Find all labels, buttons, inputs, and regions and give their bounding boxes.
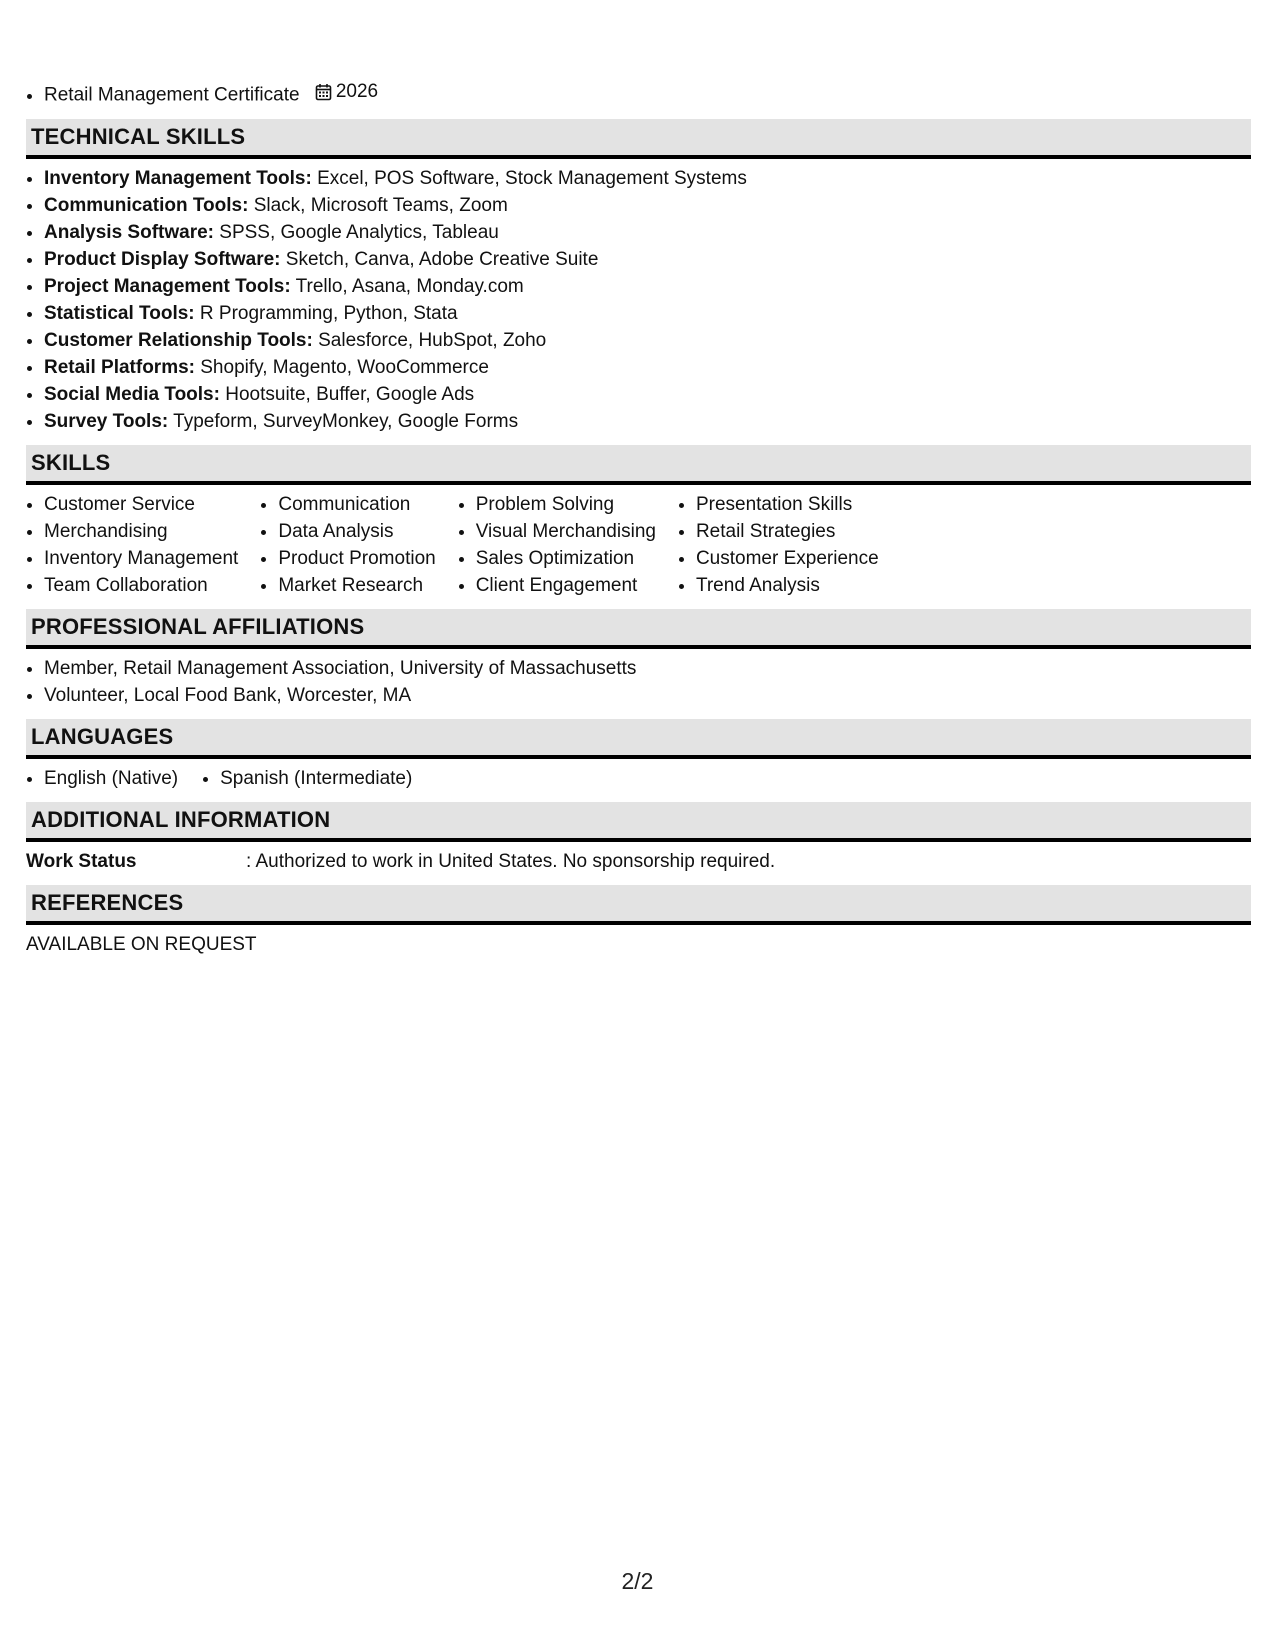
- info-label: Work Status: [26, 850, 137, 872]
- skill-label: Statistical Tools:: [44, 302, 195, 324]
- section-title: TECHNICAL SKILLS: [26, 119, 1251, 159]
- list-item: • Visual Merchandising: [476, 518, 656, 545]
- certifications-list: [26, 78, 1251, 109]
- language-group: [26, 765, 178, 792]
- skills-column: [458, 491, 656, 599]
- skill-value: Salesforce, HubSpot, Zoho: [312, 329, 547, 351]
- section-title: REFERENCES: [26, 885, 1251, 925]
- list-item: [44, 381, 1251, 408]
- list-item: [44, 300, 1251, 327]
- section-title: ADDITIONAL INFORMATION: [26, 802, 1251, 842]
- list-item: [44, 192, 1251, 219]
- skill-label: Analysis Software:: [44, 221, 214, 243]
- skill-value: Sketch, Canva, Adobe Creative Suite: [280, 248, 599, 270]
- skills-column: [26, 491, 238, 599]
- language-group: [202, 765, 412, 792]
- affiliations-section: [26, 609, 1251, 709]
- skill-value: SPSS, Google Analytics, Tableau: [214, 221, 499, 243]
- skill-value: Hootsuite, Buffer, Google Ads: [219, 383, 475, 405]
- work-status-row: [26, 848, 1251, 875]
- list-item: • Presentation Skills: [696, 491, 879, 518]
- skill-value: R Programming, Python, Stata: [194, 302, 458, 324]
- info-value: : Authorized to work in United States. No sponsorship required.: [246, 850, 776, 872]
- list-item: [44, 273, 1251, 300]
- list-item: [44, 246, 1251, 273]
- skill-label: Survey Tools:: [44, 410, 169, 432]
- skills-column: [260, 491, 435, 599]
- skills-grid: [26, 485, 1251, 599]
- list-item: • Problem Solving: [476, 491, 656, 518]
- list-item: • Merchandising: [44, 518, 238, 545]
- skill-label: Project Management Tools:: [44, 275, 291, 297]
- list-item: • Volunteer, Local Food Bank, Worcester, MA: [44, 682, 1251, 709]
- skill-label: Inventory Management Tools:: [44, 167, 312, 189]
- section-title: LANGUAGES: [26, 719, 1251, 759]
- list-item: • Team Collaboration: [44, 572, 238, 599]
- languages-section: [26, 719, 1251, 792]
- skills-column: [678, 491, 879, 599]
- references-text: AVAILABLE ON REQUEST: [26, 933, 257, 955]
- list-item: • Customer Service: [44, 491, 238, 518]
- skill-value: Typeform, SurveyMonkey, Google Forms: [168, 410, 519, 432]
- list-item: • Client Engagement: [476, 572, 656, 599]
- skill-label: Customer Relationship Tools:: [44, 329, 313, 351]
- list-item: [44, 408, 1251, 435]
- list-item: • Data Analysis: [278, 518, 435, 545]
- skill-value: Trello, Asana, Monday.com: [290, 275, 524, 297]
- list-item: • Customer Experience: [696, 545, 879, 572]
- certification-year: 2026: [335, 81, 379, 102]
- list-item: [44, 219, 1251, 246]
- list-item: • Spanish (Intermediate): [220, 765, 412, 792]
- list-item: • Inventory Management: [44, 545, 238, 572]
- list-item: • Sales Optimization: [476, 545, 656, 572]
- certification-name: Retail Management Certificate: [44, 84, 300, 106]
- list-item: [44, 327, 1251, 354]
- skill-value: Shopify, Magento, WooCommerce: [194, 356, 489, 378]
- list-item: • Market Research: [278, 572, 435, 599]
- skill-value: Slack, Microsoft Teams, Zoom: [248, 194, 508, 216]
- references-section: [26, 885, 1251, 958]
- additional-information-section: [26, 802, 1251, 875]
- list-item: • Retail Strategies: [696, 518, 879, 545]
- list-item: [44, 78, 1251, 109]
- list-item: • English (Native): [44, 765, 178, 792]
- calendar-icon: [315, 83, 332, 101]
- section-title: PROFESSIONAL AFFILIATIONS: [26, 609, 1251, 649]
- affiliations-list: [26, 655, 1251, 709]
- skill-label: Retail Platforms:: [44, 356, 195, 378]
- resume-page: [26, 78, 1251, 958]
- skills-section: [26, 445, 1251, 599]
- list-item: • Product Promotion: [278, 545, 435, 572]
- skill-label: Product Display Software:: [44, 248, 281, 270]
- languages-list: [26, 759, 1251, 792]
- certification-date: [315, 78, 378, 105]
- list-item: • Trend Analysis: [696, 572, 879, 599]
- skill-label: Social Media Tools:: [44, 383, 220, 405]
- page-number: 2/2: [621, 1568, 654, 1594]
- technical-skills-list: [26, 165, 1251, 435]
- skill-label: Communication Tools:: [44, 194, 249, 216]
- technical-skills-section: [26, 119, 1251, 435]
- section-title: SKILLS: [26, 445, 1251, 485]
- list-item: • Member, Retail Management Association, University of Massachusetts: [44, 655, 1251, 682]
- list-item: • Communication: [278, 491, 435, 518]
- list-item: [44, 354, 1251, 381]
- list-item: [44, 165, 1251, 192]
- skill-value: Excel, POS Software, Stock Management Systems: [311, 167, 747, 189]
